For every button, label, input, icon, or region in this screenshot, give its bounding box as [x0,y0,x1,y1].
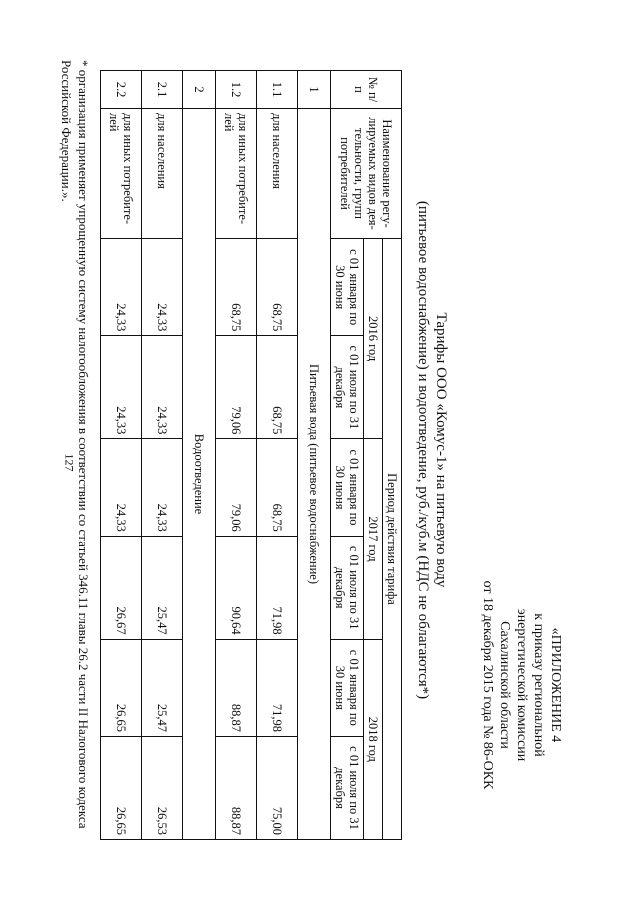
footnote: * организация применяет упрощенную систему налогообложения в соответствии со статьей 346.11 главы 26.2 части II Налогового кодекса Российской Федерации.». [59,60,91,829]
header-period: Период действия тарифа [383,239,402,840]
tariff-value: 68,75 [257,239,298,336]
header-name: Наименование регу-лируемых видов дея-тельности, групп потребителей [331,109,402,239]
tariff-value: 25,47 [142,536,183,639]
header-half: с 01 июля по 31 декабря [331,536,364,639]
tariff-value: 26,65 [101,639,142,736]
row-name: для населения [257,109,298,239]
tariff-value: 71,98 [257,639,298,736]
header-year: 2016 год [364,239,383,439]
table-row [257,71,298,840]
tariff-table [100,70,402,840]
row-num: 2.2 [101,71,142,109]
header-num: № п/п [331,71,402,109]
tariff-value: 24,33 [101,239,142,336]
tariff-value: 24,33 [101,336,142,439]
header-year: 2018 год [364,639,383,839]
header-half: с 01 января по 30 июня [331,239,364,336]
tariff-value: 24,33 [101,439,142,536]
tariff-value: 24,33 [142,439,183,536]
tariff-value: 68,75 [257,336,298,439]
header-half: с 01 января по 30 июня [331,639,364,736]
header-year: 2017 год [364,439,383,639]
row-num: 1.1 [257,71,298,109]
section-num: 1 [298,71,331,109]
header-half: с 01 июля по 31 декабря [331,737,364,840]
tariff-value: 26,53 [142,737,183,840]
document-title [414,120,450,780]
appendix-line: от 18 декабря 2015 года № 86-ОКК [480,580,495,790]
tariff-value: 24,33 [142,239,183,336]
table-row [101,71,142,840]
tariff-value: 68,75 [257,439,298,536]
section-row [298,71,331,840]
appendix-line: Сахалинской области [497,621,512,749]
header-half: с 01 января по 30 июня [331,439,364,536]
appendix-line: к приказу региональной [531,613,546,757]
tariff-value: 79,06 [216,439,257,536]
header-half: с 01 июля по 31 декабря [331,336,364,439]
tariff-value: 26,67 [101,536,142,639]
tariff-value: 26,65 [101,737,142,840]
section-num: 2 [183,71,216,109]
row-num: 1.2 [216,71,257,109]
tariff-value: 88,87 [216,737,257,840]
tariff-value: 90,64 [216,536,257,639]
title-line: Тарифы ООО «Комус-1» на питьевую воду [433,312,449,588]
section-title: Водоотведение [183,109,216,840]
row-name: для иных потребите-лей [101,109,142,239]
tariff-value: 88,87 [216,639,257,736]
row-name: для населения [142,109,183,239]
table-row [216,71,257,840]
tariff-value: 68,75 [216,239,257,336]
title-line: (питьевое водоснабжение) и водоотведение, руб./куб.м (НДС не облагаются*) [415,200,431,700]
tariff-value: 79,06 [216,336,257,439]
tariff-value: 75,00 [257,737,298,840]
row-name: для иных потребите-лей [216,109,257,239]
section-row [183,71,216,840]
tariff-value: 71,98 [257,536,298,639]
table-row [142,71,183,840]
appendix-title: «ПРИЛОЖЕНИЕ 4 [548,627,563,743]
section-title: Питьевая вода (питьевое водоснабжение) [298,109,331,840]
tariff-value: 24,33 [142,336,183,439]
header-row [383,71,402,840]
page-number: 127 [62,453,77,472]
appendix-line: энергетической комиссии [514,608,529,762]
tariff-value: 25,47 [142,639,183,736]
row-num: 2.1 [142,71,183,109]
appendix-header [479,535,564,835]
